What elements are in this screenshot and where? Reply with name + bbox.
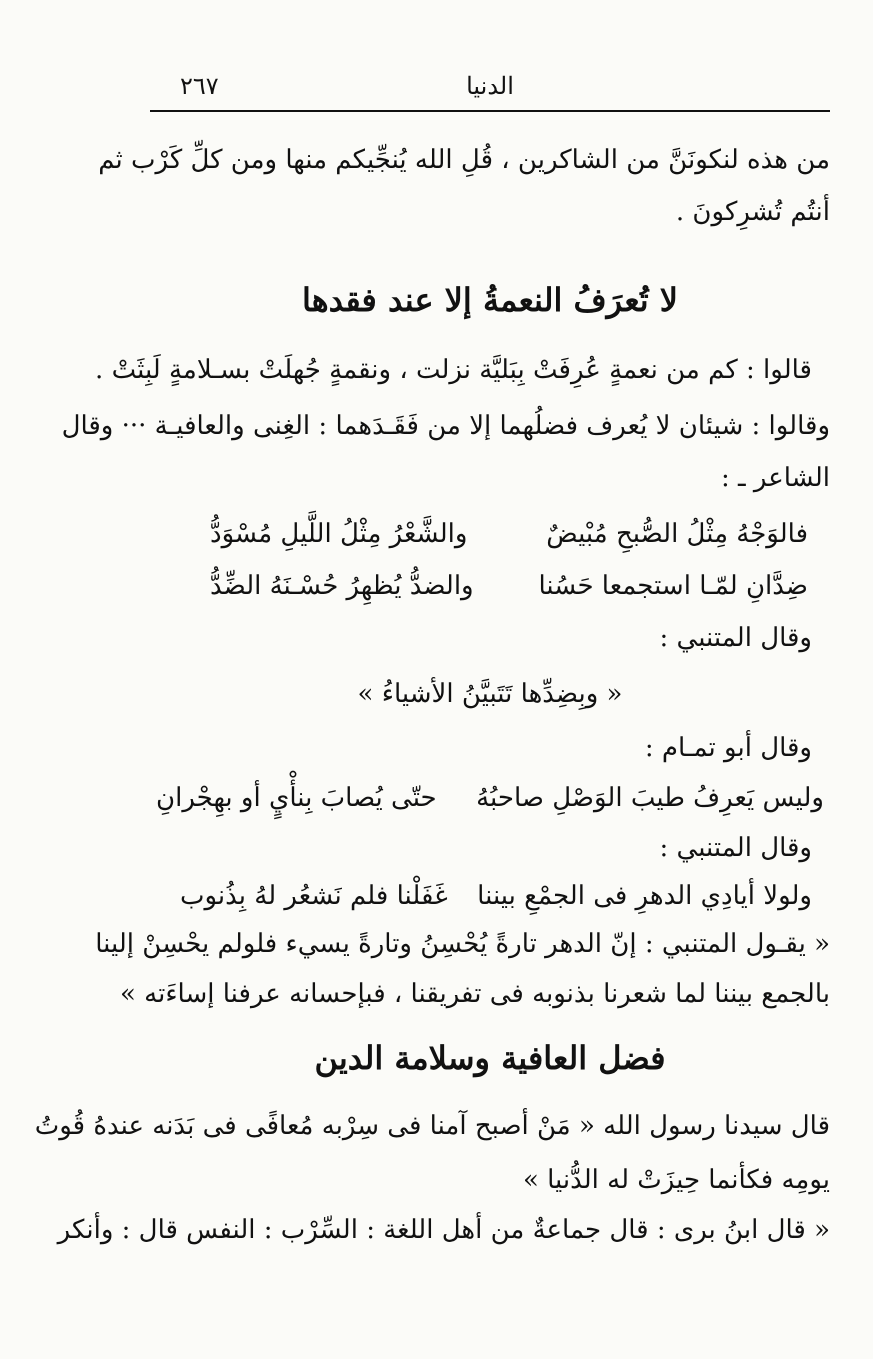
paragraph-line: الشاعر ـ : <box>720 463 830 493</box>
verse-hemistich-right: ضِدَّانِ لمّـا استجمعا حَسُنا <box>538 571 808 601</box>
paragraph-line: من هذه لنكونَنَّ من الشاكرين ، قُلِ الله يُنجِّيكم منها ومن كلِّ كَرْب ثم <box>98 145 830 175</box>
verse-hemistich-left: غَفَلْنا فلم نَشعُر لهُ بِذُنوب <box>180 881 448 911</box>
commentary-line: « قال ابنُ برى : قال جماعةٌ من أهل اللغة : السِّرْب : النفس قال : وأنكر <box>57 1215 830 1245</box>
verse-hemistich-right: وليس يَعرِفُ طيبَ الوَصْلِ صاحبُهُ <box>476 783 824 813</box>
paragraph-line: وقال المتنبي : <box>659 623 812 653</box>
paragraph-line: قال سيدنا رسول الله « مَنْ أصبح آمنا فى سِرْبه مُعافًى فى بَدَنه عندهُ قُوتُ <box>34 1111 830 1141</box>
page-header <box>150 72 830 108</box>
paragraph-line: وقال أبو تمـام : <box>644 733 812 763</box>
paragraph-line: يومِه فكأنما حِيزَتْ له الدُّنيا » <box>522 1165 830 1195</box>
section-heading: لا تُعرَفُ النعمةُ إلا عند فقدها <box>301 281 679 319</box>
paragraph-line: أنتُم تُشرِكونَ . <box>675 197 830 227</box>
section-heading: فضل العافية وسلامة الدين <box>314 1039 666 1077</box>
page-number: ٢٦٧ <box>180 72 219 100</box>
quoted-hemistich: « وبِضِدِّها تَتَبيَّنُ الأشياءُ » <box>357 679 623 709</box>
verse-hemistich-left: حتّى يُصابَ بِنأْيٍ أو بهِجْرانِ <box>156 783 437 813</box>
commentary-line: « يقـول المتنبي : إنّ الدهر تارةً يُحْسِنُ وتارةً يسيء فلولم يحْسِنْ إلينا <box>95 929 830 959</box>
paragraph-line: وقالوا : شيئان لا يُعرف فضلُهما إلا من فَقَـدَهما : الغِنى والعافيـة ··· وقال <box>61 411 830 441</box>
verse-hemistich-left: والشَّعْرُ مِثْلُ اللَّيلِ مُسْوَدُّ <box>210 519 468 549</box>
running-title: الدنيا <box>466 72 514 100</box>
paragraph-line: قالوا : كم من نعمةٍ عُرِفَتْ بِبَليَّة نزلت ، ونقمةٍ جُهلَتْ بسـلامةٍ لَبِثَتْ . <box>95 355 812 385</box>
verse-hemistich-left: والضدُّ يُظهِرُ حُسْـنَهُ الضِّدُّ <box>210 571 474 601</box>
header-rule <box>150 110 830 112</box>
paragraph-line: وقال المتنبي : <box>659 833 812 863</box>
verse-hemistich-right: فالوَجْهُ مِثْلُ الصُّبحِ مُبْيضٌ <box>546 519 808 549</box>
verse-hemistich-right: ولولا أيادِي الدهرِ فى الجمْعِ بيننا <box>477 881 812 911</box>
commentary-line: بالجمع بيننا لما شعرنا بذنوبه فى تفريقنا ، فبإحسانه عرفنا إساءَته » <box>119 979 830 1009</box>
